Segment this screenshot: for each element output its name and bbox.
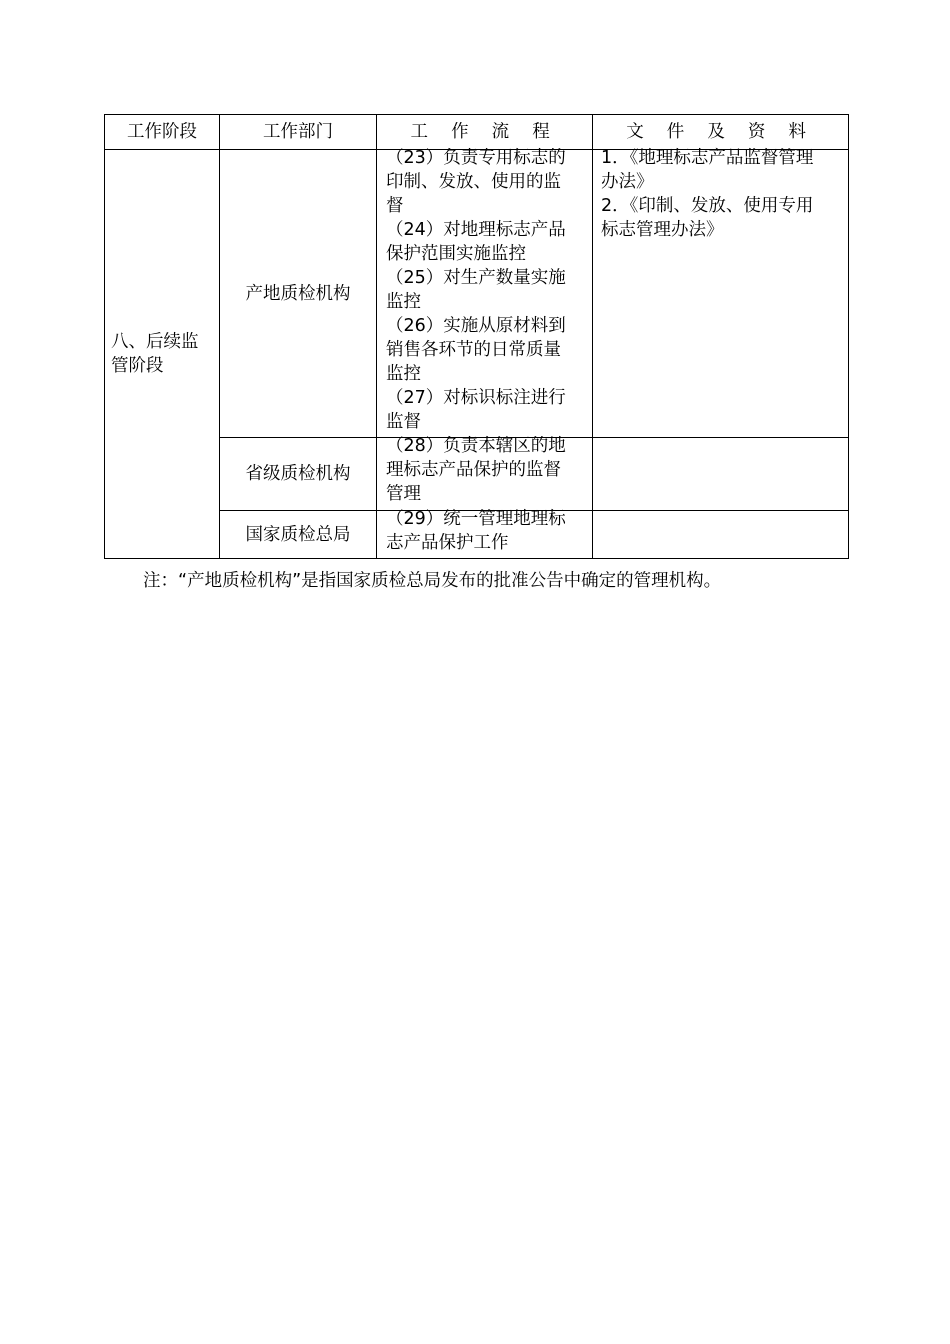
document-line: 1．《地理标志产品监督管理 bbox=[601, 148, 814, 168]
process-line: 监控 bbox=[386, 364, 421, 384]
process-cell bbox=[377, 511, 593, 559]
process-line: 管理 bbox=[386, 484, 421, 504]
department-cell: 产地质检机构 bbox=[220, 150, 377, 438]
stage-label-line: 管阶段 bbox=[111, 356, 164, 376]
process-line: 销售各环节的日常质量 bbox=[386, 340, 561, 360]
process-line: （29）统一管理地理标 bbox=[386, 509, 566, 529]
stage-cell bbox=[105, 150, 220, 559]
process-line: （26）实施从原材料到 bbox=[386, 316, 566, 336]
workflow-table bbox=[104, 114, 849, 559]
process-line: 保护范围实施监控 bbox=[386, 244, 526, 264]
department-cell: 国家质检总局 bbox=[220, 511, 377, 559]
process-line: （23）负责专用标志的 bbox=[386, 148, 566, 168]
stage-label-line: 八、后续监 bbox=[111, 332, 199, 352]
header-stage: 工作阶段 bbox=[105, 115, 220, 150]
process-line: （28）负责本辖区的地 bbox=[386, 436, 566, 456]
department-cell: 省级质检机构 bbox=[220, 438, 377, 511]
header-row bbox=[105, 115, 849, 150]
header-documents: 文 件 及 资 料 bbox=[593, 115, 849, 150]
header-department: 工作部门 bbox=[220, 115, 377, 150]
document-line: 办法》 bbox=[601, 172, 654, 192]
process-line: （27）对标识标注进行 bbox=[386, 388, 566, 408]
documents-cell bbox=[593, 150, 849, 438]
documents-cell-empty bbox=[593, 511, 849, 559]
process-line: 督 bbox=[386, 196, 404, 216]
process-cell bbox=[377, 150, 593, 438]
process-line: 理标志产品保护的监督 bbox=[386, 460, 561, 480]
process-cell bbox=[377, 438, 593, 511]
footnote: 注：“产地质检机构”是指国家质检总局发布的批准公告中确定的管理机构。 bbox=[143, 571, 722, 591]
document-line: 2．《印制、发放、使用专用 bbox=[601, 196, 814, 216]
process-line: （25）对生产数量实施 bbox=[386, 268, 566, 288]
process-line: 印制、发放、使用的监 bbox=[386, 172, 561, 192]
document-line: 标志管理办法》 bbox=[601, 220, 724, 240]
header-process: 工 作 流 程 bbox=[377, 115, 593, 150]
table-row bbox=[105, 150, 849, 438]
process-line: （24）对地理标志产品 bbox=[386, 220, 566, 240]
process-line: 监控 bbox=[386, 292, 421, 312]
process-line: 监督 bbox=[386, 412, 421, 432]
process-line: 志产品保护工作 bbox=[386, 533, 509, 553]
documents-cell-empty bbox=[593, 438, 849, 511]
